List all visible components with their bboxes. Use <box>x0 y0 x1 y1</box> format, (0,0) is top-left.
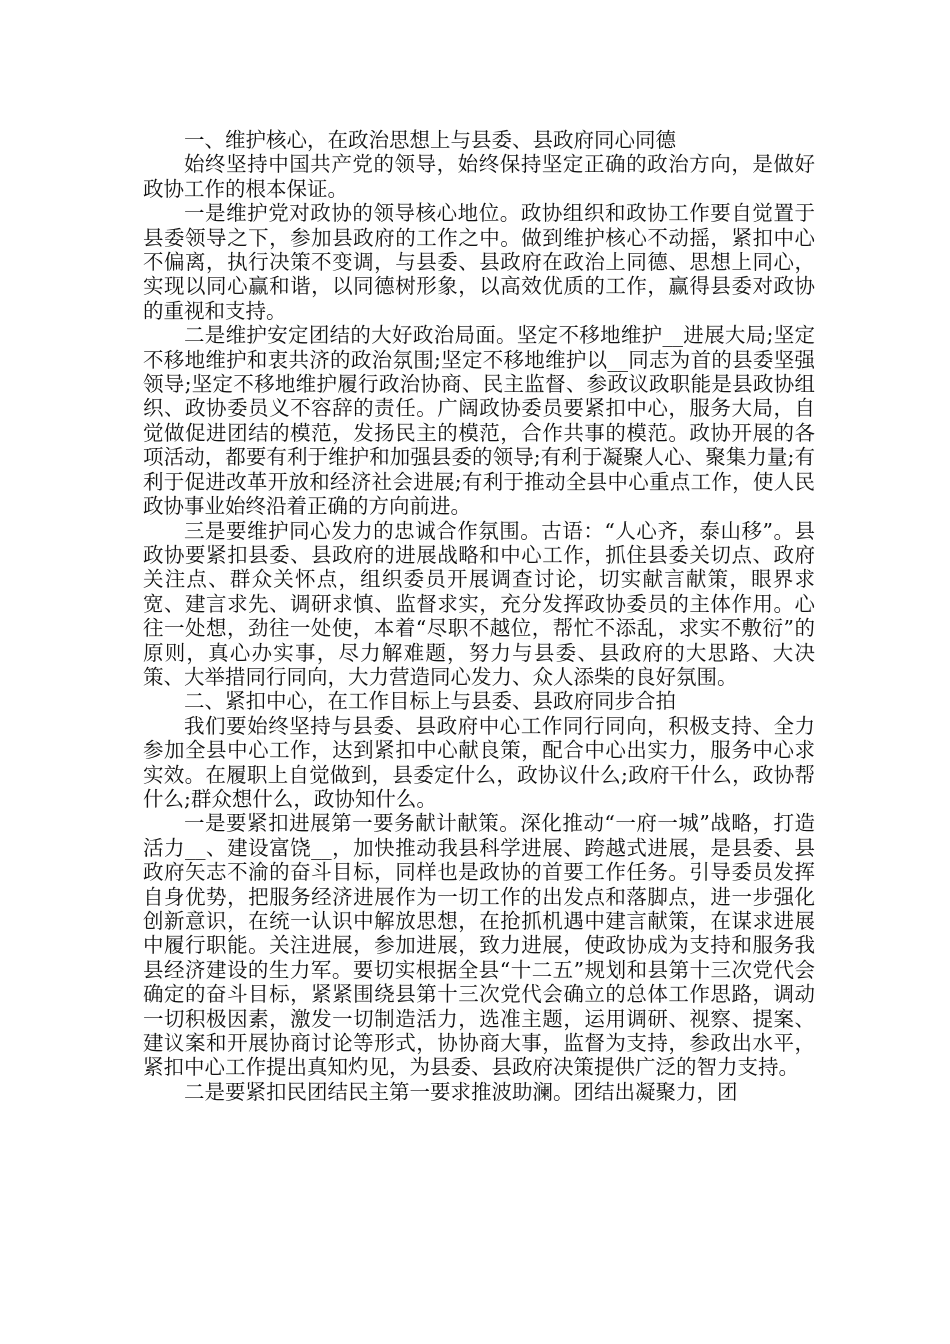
paragraph: 二是维护安定团结的大好政治局面。坚定不移地维护__进展大局;坚定不移地维护和衷共济的政治氛围;坚定不移地维护以__同志为首的县委坚强领导;坚定不移地维护履行政治协商、民主监督、参政议政职能是县政协组织、政协委员义不容辞的责任。广阔政协委员要紧扣中心，服务大局，自觉做促进团结的模范，发扬民主的模范，合作共事的模范。政协开展的各项活动，都要有利于维护和加强县委的领导;有利于凝聚人心、聚集力量;有利于促进改革开放和经济社会进展;有利于推动全县中心重点工作，使人民政协事业始终沿着正确的方向前进。 <box>143 323 815 519</box>
section-heading-2: 二、紧扣中心，在工作目标上与县委、县政府同步合拍 <box>184 689 676 714</box>
section-heading-1: 一、维护核心，在政治思想上与县委、县政府同心同德 <box>184 128 676 152</box>
paragraph: 二是要紧扣民团结民主第一要求推波助澜。团结出凝聚力，团 <box>184 1079 738 1104</box>
paragraph: 始终坚持中国共产党的领导，始终保持坚定正确的政治方向，是做好政协工作的根本保证。 <box>143 152 815 201</box>
paragraph: 一是维护党对政协的领导核心地位。政协组织和政协工作要自觉置于县委领导之下，参加县政府的工作之中。做到维护核心不动摇，紧扣中心不偏离，执行决策不变调，与县委、县政府在政治上同德、思想上同心，实现以同心赢和谐，以同德树形象，以高效优质的工作，赢得县委对政协的重视和支持。 <box>143 201 815 323</box>
paragraph: 我们要始终坚持与县委、县政府中心工作同行同向，积极支持、全力参加全县中心工作，达到紧扣中心献良策，配合中心出实力，服务中心求实效。在履职上自觉做到，县委定什么，政协议什么;政府干什么，政协帮什么;群众想什么，政协知什么。 <box>143 713 815 811</box>
paragraph: 一是要紧扣进展第一要务献计献策。深化推动“一府一城”战略，打造活力__、建设富饶__，加快推动我县科学进展、跨越式进展，是县委、县政府矢志不渝的奋斗目标，同样也是政协的首要工作任务。引导委员发挥自身优势，把服务经济进展作为一切工作的出发点和落脚点，进一步强化创新意识，在统一认识中解放思想，在抢抓机遇中建言献策，在谋求进展中履行职能。关注进展，参加进展，致力进展，使政协成为支持和服务我县经济建设的生力军。要切实根据全县“十二五”规划和县第十三次党代会确定的奋斗目标，紧紧围绕县第十三次党代会确立的总体工作思路，调动一切积极因素，激发一切制造活力，选准主题，运用调研、视察、提案、建议案和开展协商讨论等形式，协协商大事，监督为支持，参政出水平，紧扣中心工作提出真知灼见，为县委、县政府决策提供广泛的智力支持。 <box>143 811 815 1080</box>
document-body <box>143 128 815 1104</box>
paragraph: 三是要维护同心发力的忠诚合作氛围。古语：“人心齐，泰山移”。县政协要紧扣县委、县政府的进展战略和中心工作，抓住县委关切点、政府关注点、群众关怀点，组织委员开展调查讨论，切实献言献策，眼界求宽、建言求先、调研求慎、监督求实，充分发挥政协委员的主体作用。心往一处想，劲往一处使，本着“尽职不越位，帮忙不添乱，求实不敷衍”的原则，真心办实事，尽力解难题，努力与县委、县政府的大思路、大决策、大举措同行同向，大力营造同心发力、众人添柴的良好氛围。 <box>143 518 815 689</box>
